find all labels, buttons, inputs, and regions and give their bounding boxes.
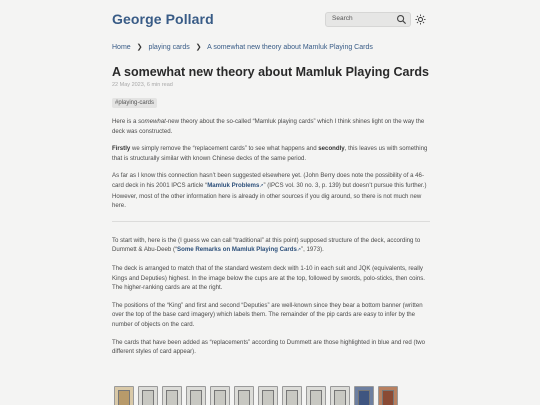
text: , this leaves us with something that is structurally similar with known Chinese decks of the same period. [112,145,428,162]
site-header [0,0,540,40]
card-thumbnail [114,386,134,405]
divider [112,221,430,222]
text: As far as I know this connection hasn’t been suggested elsewhere yet. (John Berry does note the possibility of a 46-card deck in his 2001 IPCS article “ [112,172,424,189]
search-input[interactable] [325,12,411,27]
tag-playing-cards[interactable]: #playing-cards [112,98,157,108]
link-some-remarks[interactable]: Some Remarks on Mamluk Playing Cards [177,246,297,254]
search-placeholder: Search [332,15,353,22]
bold-text: secondly [318,145,345,153]
cards-image [114,386,434,405]
text: ” (IPCS vol. 30 no. 3, p. 139) but doesn’t pursue this further.) However, most of the other information here is already in other sources if you dig around, so there is not much new here. [112,181,427,210]
bold-text: Firstly [112,145,131,153]
chevron-right-icon: ❯ [136,44,143,51]
card-thumbnail-replacement [354,386,374,405]
breadcrumb-home[interactable]: Home [112,44,131,51]
breadcrumb-playing-cards[interactable]: playing cards [148,44,190,51]
card-thumbnail-replacement [378,386,398,405]
card-thumbnail [186,386,206,405]
text: Here is a [112,118,139,125]
text: we simply remove the “replacement cards” to see what happens and [130,145,319,153]
card-thumbnail [330,386,350,405]
card-thumbnail [282,386,302,405]
paragraph: The deck is arranged to match that of the standard western deck with 1-10 in each suit and JQK (equivalents, really Kings and Deputies) highest. In the image below the cups are at the top, followed by swords, polo-sticks, then coins. The higher-ranking cards are at the right. [112,264,425,292]
breadcrumb [112,43,373,51]
search-icon[interactable] [396,14,407,25]
paragraph [112,171,430,210]
card-thumbnail [210,386,230,405]
card-thumbnail [258,386,278,405]
external-link-icon: ↗ [296,247,302,254]
paragraph [112,117,430,136]
external-link-icon: ↗ [259,182,264,189]
text: ”, 1973). [301,246,324,254]
breadcrumb-current[interactable]: A somewhat new theory about Mamluk Playing Cards [207,44,373,51]
article-body [112,117,430,365]
card-thumbnail [162,386,182,405]
paragraph: The cards that have been added as “replacements” according to Dummett are those highlighted in blue and red (two different styles of card appear). [112,338,425,356]
post-meta: 22 May 2023, 6 min read [112,82,173,88]
paragraph [112,236,430,256]
text: To start with, here is the (I guess we can call “traditional” at this point) supposed structure of the deck, according to Dummett & Abu-Deeb (“ [112,236,421,254]
link-mamluk-problems[interactable]: Mamluk Problems [207,181,260,189]
paragraph [112,144,430,163]
chevron-right-icon: ❯ [195,44,202,51]
paragraph: The positions of the “King” and first and second “Deputies” are well-known since they bear a bottom banner (written over the top of the base card imagery) which labels them. The remainder of the pip cards are easy to infer by the number of objects on the card. [112,301,423,328]
card-thumbnail [234,386,254,405]
card-thumbnail [138,386,158,405]
emphasis: somewhat [138,118,166,125]
page-title: A somewhat new theory about Mamluk Playing Cards [112,65,429,79]
sun-icon[interactable] [415,14,426,25]
site-title[interactable]: George Pollard [112,11,214,27]
card-thumbnail [306,386,326,405]
text: -new theory about the so-called “Mamluk playing cards” which I think shines light on the way the deck was constructed. [112,118,425,135]
